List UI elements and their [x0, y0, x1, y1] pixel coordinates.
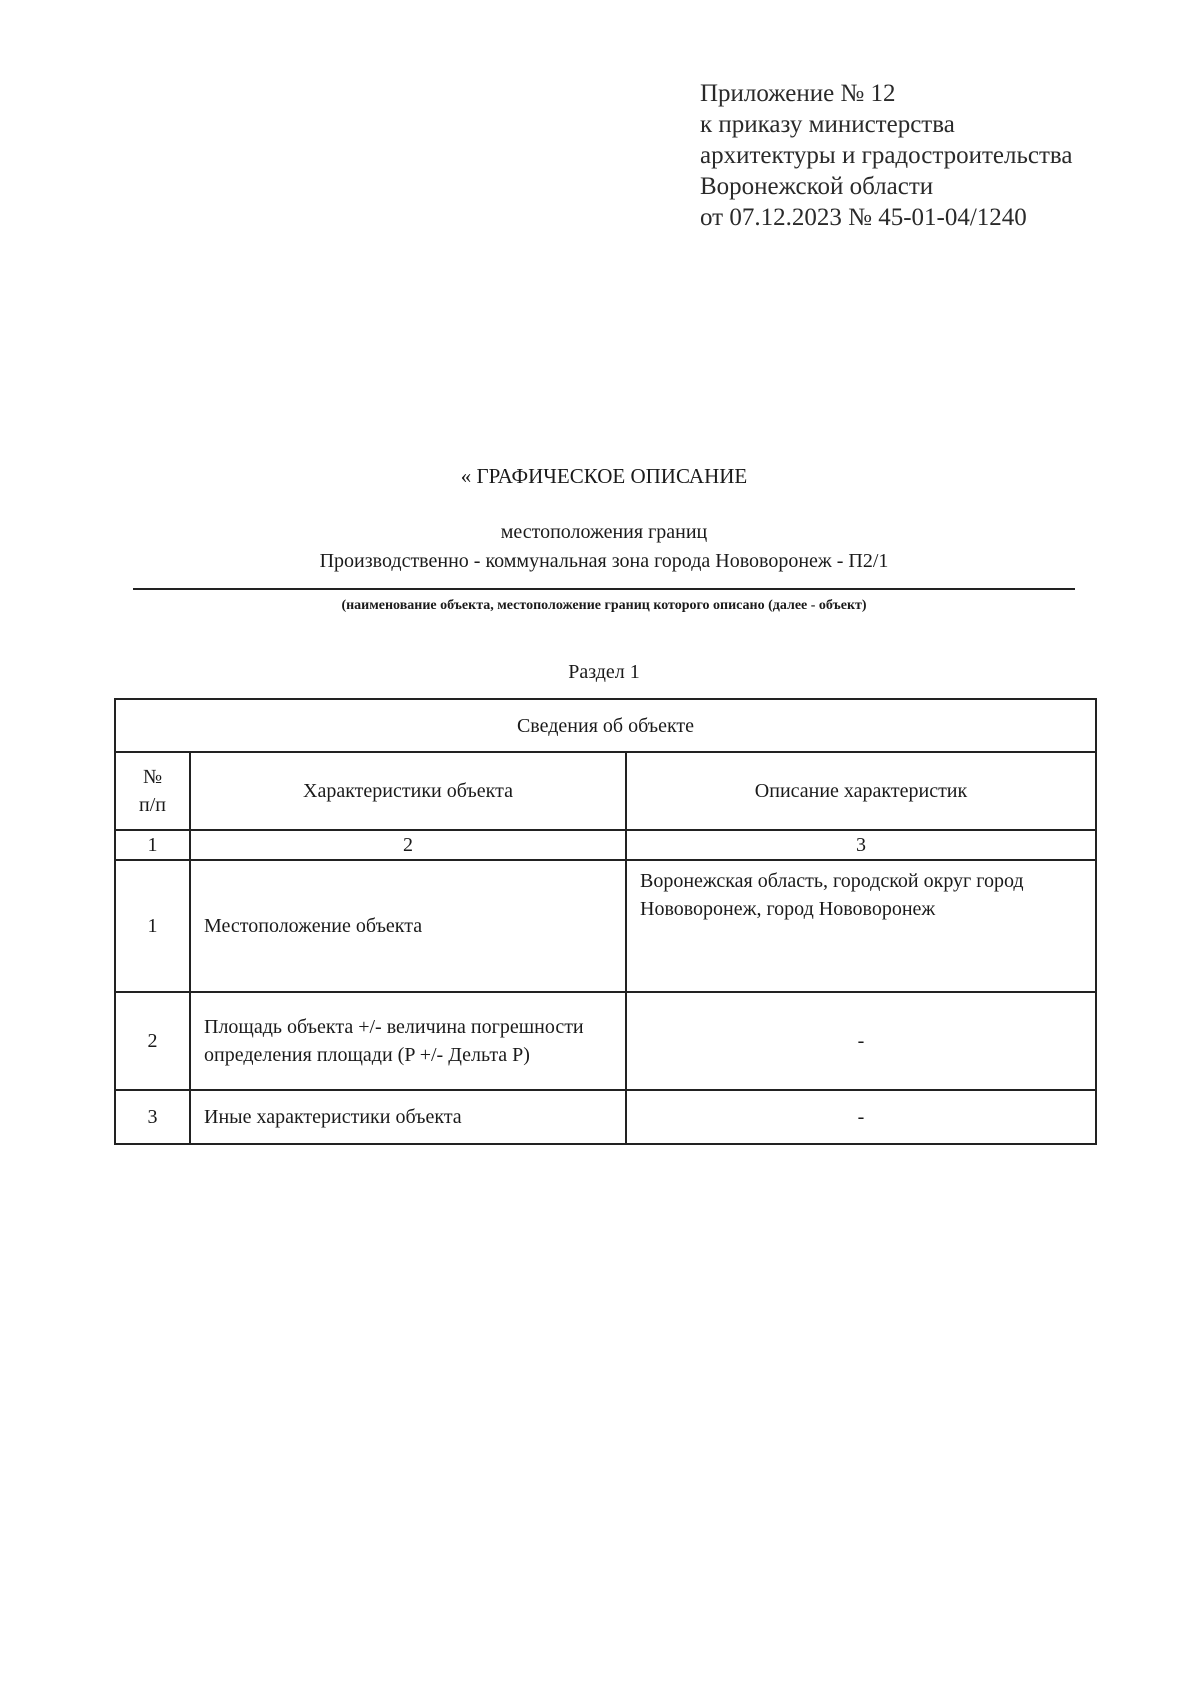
column-number: 3 — [626, 830, 1096, 860]
section-label: Раздел 1 — [568, 661, 640, 683]
header-characteristic: Характеристики объекта — [190, 752, 626, 830]
table-header-row — [115, 752, 1096, 830]
object-name: Производственно - коммунальная зона города Нововоронеж - П2/1 — [319, 550, 889, 572]
row-description: Воронежская область, городской округ город Нововоронеж, город Нововоронеж — [626, 860, 1096, 992]
document-subtitle: местоположения границ — [500, 521, 708, 543]
document-title: « ГРАФИЧЕСКОЕ ОПИСАНИЕ — [460, 464, 748, 488]
header-num — [115, 752, 190, 830]
row-characteristic: Местоположение объекта — [190, 860, 626, 992]
object-info-table — [114, 698, 1097, 1145]
appendix-line: Воронежской области — [700, 173, 934, 200]
row-num: 1 — [115, 860, 190, 992]
row-num: 2 — [115, 992, 190, 1090]
table-title-row — [115, 699, 1096, 752]
column-number: 2 — [190, 830, 626, 860]
column-number-row — [115, 830, 1096, 860]
underline-divider — [133, 588, 1075, 590]
row-num: 3 — [115, 1090, 190, 1144]
table-row — [115, 1090, 1096, 1144]
appendix-header — [700, 78, 1072, 233]
column-number: 1 — [115, 830, 190, 860]
appendix-line: к приказу министерства — [700, 111, 955, 138]
object-name-caption: (наименование объекта, местоположение границ которого описано (далее - объект) — [341, 598, 867, 613]
table-row — [115, 992, 1096, 1090]
table-title: Сведения об объекте — [115, 699, 1096, 752]
row-description: - — [626, 1090, 1096, 1144]
appendix-line: Приложение № 12 — [700, 80, 896, 107]
row-description: - — [626, 992, 1096, 1090]
header-num-text: № п/п — [139, 766, 166, 816]
table-row — [115, 860, 1096, 992]
header-description: Описание характеристик — [626, 752, 1096, 830]
appendix-line: архитектуры и градостроительства — [700, 142, 1073, 169]
appendix-line: от 07.12.2023 № 45-01-04/1240 — [700, 204, 1027, 231]
row-characteristic: Площадь объекта +/- величина погрешности определения площади (P +/- Дельта P) — [190, 992, 626, 1090]
row-characteristic: Иные характеристики объекта — [190, 1090, 626, 1144]
